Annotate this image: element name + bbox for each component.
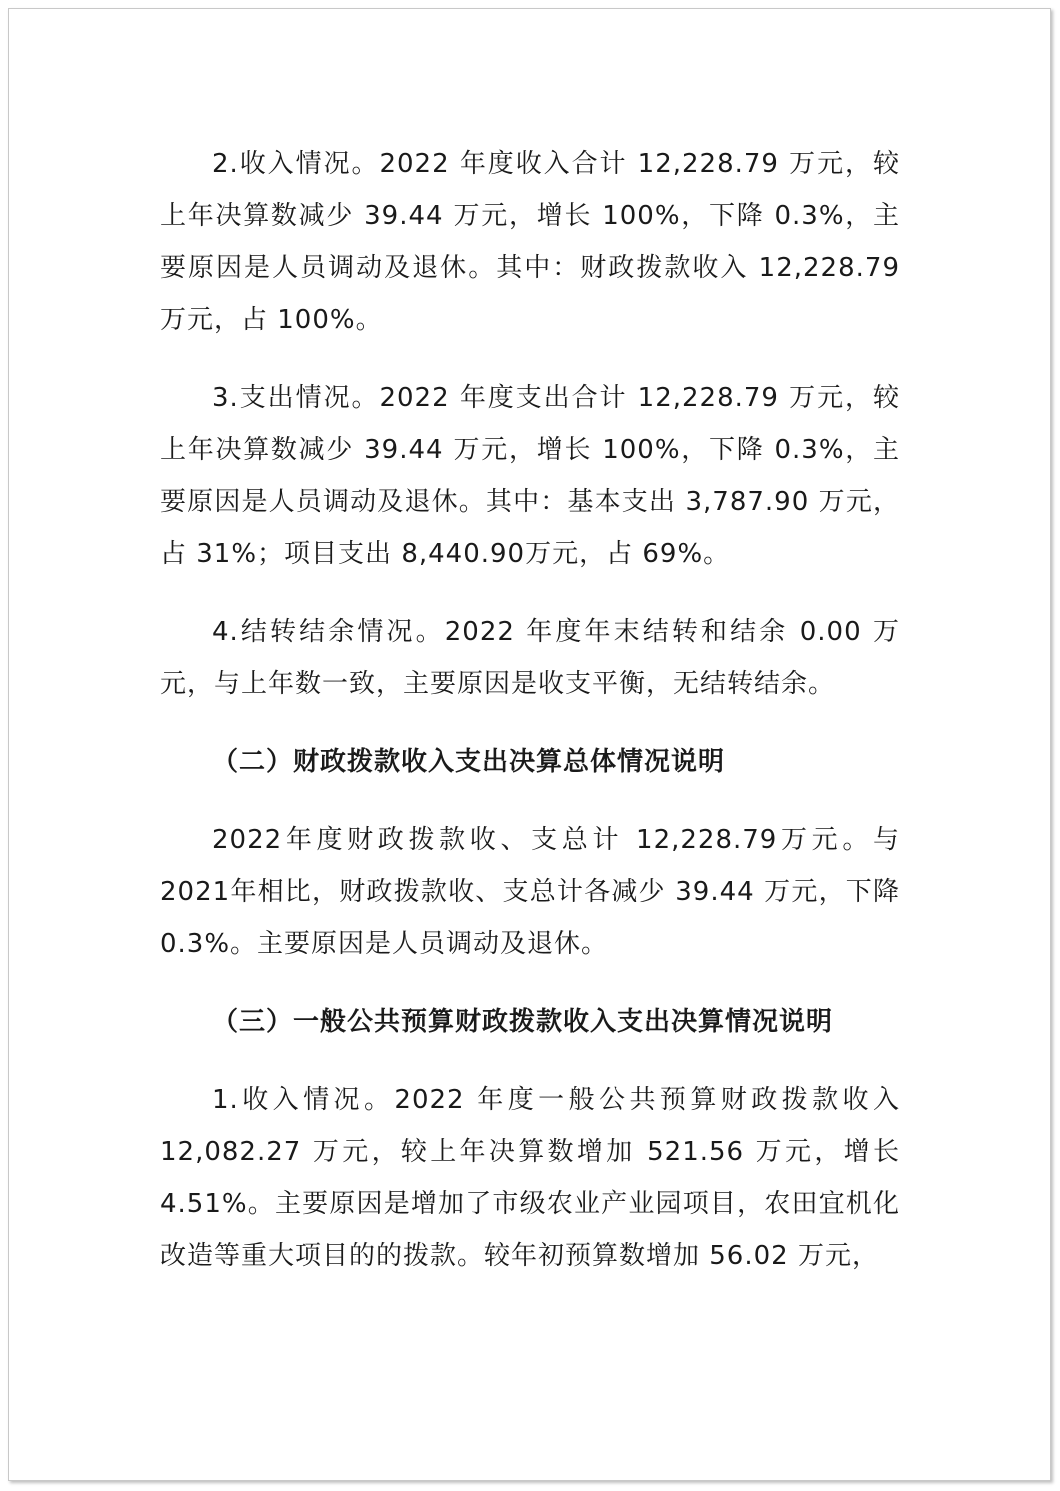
section-heading-2: （二）财政拨款收入支出决算总体情况说明 xyxy=(212,747,726,777)
document-body xyxy=(160,138,900,1282)
paragraph-public-budget-income: 1.收入情况。2022 年度一般公共预算财政拨款收入12,082.27 万元，较上年决算数增加 521.56 万元，增长4.51%。主要原因是增加了市级农业产业园项目，农田宜机化改造等重大项目的的拨款。较年初预算数增加 56.02 万元， xyxy=(160,1085,900,1271)
paragraph-fiscal-total: 2022年度财政拨款收、支总计 12,228.79万元。与 2021年相比，财政拨款收、支总计各减少 39.44 万元，下降0.3%。主要原因是人员调动及退休。 xyxy=(160,825,900,959)
paragraph-income: 2.收入情况。2022 年度收入合计 12,228.79 万元，较上年决算数减少 39.44 万元，增长 100%，下降 0.3%，主要原因是人员调动及退休。其中：财政拨款收入 12,228.79 万元，占 100%。 xyxy=(160,149,900,335)
paragraph-carryover: 4.结转结余情况。2022 年度年末结转和结余 0.00 万元，与上年数一致，主要原因是收支平衡，无结转结余。 xyxy=(160,617,900,699)
paragraph-expenditure: 3.支出情况。2022 年度支出合计 12,228.79 万元，较上年决算数减少 39.44 万元，增长 100%，下降 0.3%，主要原因是人员调动及退休。其中：基本支出 3,787.90 万元，占 31%；项目支出 8,440.90万元，占 69%。 xyxy=(160,383,900,569)
section-heading-3: （三）一般公共预算财政拨款收入支出决算情况说明 xyxy=(212,1007,834,1037)
